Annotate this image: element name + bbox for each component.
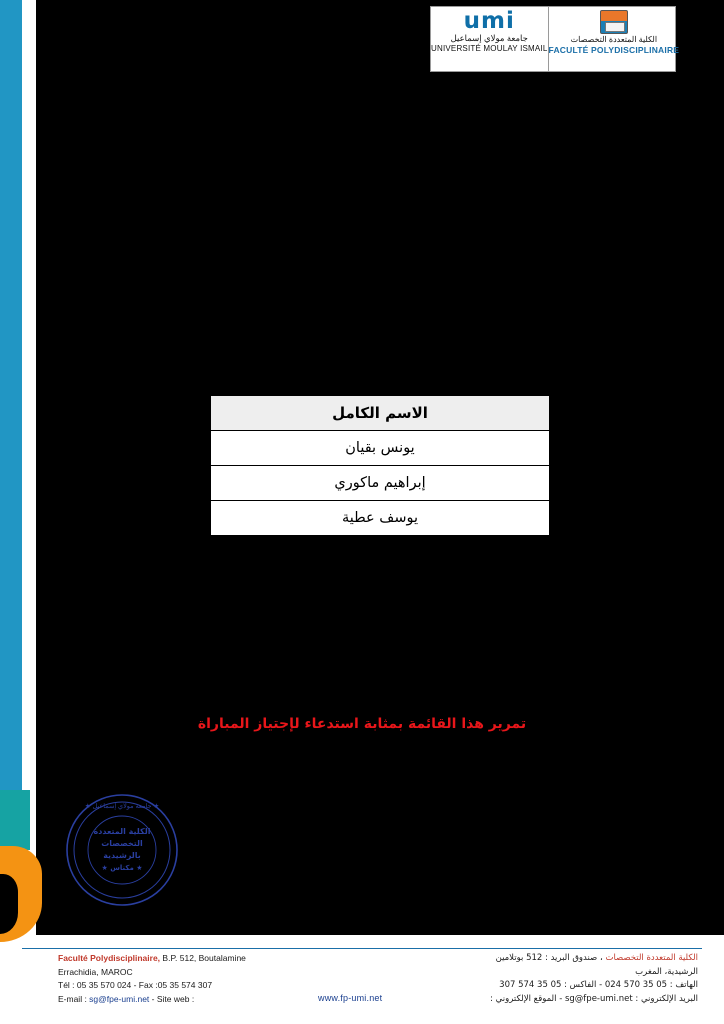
footer-ar-line-1	[490, 952, 698, 966]
candidate-name: يونس بقيان	[211, 431, 550, 466]
stamp-line-2: التخصصات	[101, 839, 143, 848]
faculty-logo	[549, 7, 680, 71]
stamp-center-text	[62, 790, 182, 910]
table-row	[211, 501, 550, 536]
footer-faculty-name-arabic: الكلية المتعددة التخصصات	[605, 953, 698, 963]
left-teal-band	[0, 790, 30, 850]
stamp-line-3: بالرشيدية	[103, 851, 141, 860]
footer-faculty-name-french: Faculté Polydisciplinaire,	[58, 953, 161, 963]
footer-address-rest: B.P. 512, Boutalamine	[160, 953, 246, 963]
faculty-badge-icon	[600, 10, 628, 34]
footer-address-rest-arabic: ، صندوق البريد : 512 بوتلامين	[495, 953, 606, 963]
table-row	[211, 431, 550, 466]
university-name-french: UNIVERSITÉ MOULAY ISMAIL	[431, 44, 548, 53]
footer-fr-line-3: Tél : 05 35 570 024 - Fax :05 35 574 307	[58, 980, 213, 990]
candidate-name: يوسف عطية	[211, 501, 550, 536]
footer-fr-line-2: Errachidia, MAROC	[58, 966, 133, 977]
footer-ar-line-4: البريد الإلكتروني : sg@fpe-umi.net - الموقع الإلكتروني :	[490, 993, 698, 1004]
stamp-line-1: الكلية المتعددة	[93, 827, 151, 836]
header-logo-block	[430, 6, 680, 72]
faculty-name-arabic: الكلية المتعددة التخصصات	[570, 35, 658, 44]
faculty-name-french: FACULTÉ POLYDISCIPLINAIRE	[548, 45, 680, 55]
stamp-line-4: ★ مكناس ★	[101, 864, 143, 872]
footer-fr-line-1	[58, 952, 246, 966]
table-column-header-full-name: الاسم الكامل	[211, 396, 550, 431]
official-stamp	[62, 790, 182, 910]
footer-ar-line-3: الهاتف : 05 35 570 024 - الفاكس : 05 35 574 307	[499, 980, 698, 990]
left-blue-band	[0, 0, 22, 790]
footer-siteweb-label: - Site web :	[149, 993, 195, 1004]
footer-address-arabic	[490, 952, 698, 1006]
umi-wordmark: umi	[463, 8, 515, 34]
table-header-row	[211, 396, 550, 431]
stamp-arc-text: ★ جامعة مولاي إسماعيل ★	[84, 803, 160, 810]
red-notice-text: تمرير هذا القائمة بمثابة استدعاء لإجتياز المباراة	[197, 716, 527, 732]
candidates-table	[210, 395, 550, 536]
footer-website-link[interactable]: www.fp-umi.net	[318, 993, 383, 1003]
university-name-arabic: جامعة مولاي إسماعيل	[450, 33, 528, 43]
university-logo	[431, 7, 549, 71]
table-row	[211, 466, 550, 501]
footer-email-link[interactable]: sg@fpe-umi.net	[89, 993, 150, 1004]
footer-email-label: E-mail :	[58, 993, 90, 1004]
candidate-name: إبراهيم ماكوري	[211, 466, 550, 501]
footer-address-french	[58, 952, 246, 1006]
footer-fr-line-4	[58, 993, 246, 1007]
footer-ar-line-2: الرشيدية، المغرب	[635, 966, 698, 977]
footer-divider	[22, 948, 702, 949]
